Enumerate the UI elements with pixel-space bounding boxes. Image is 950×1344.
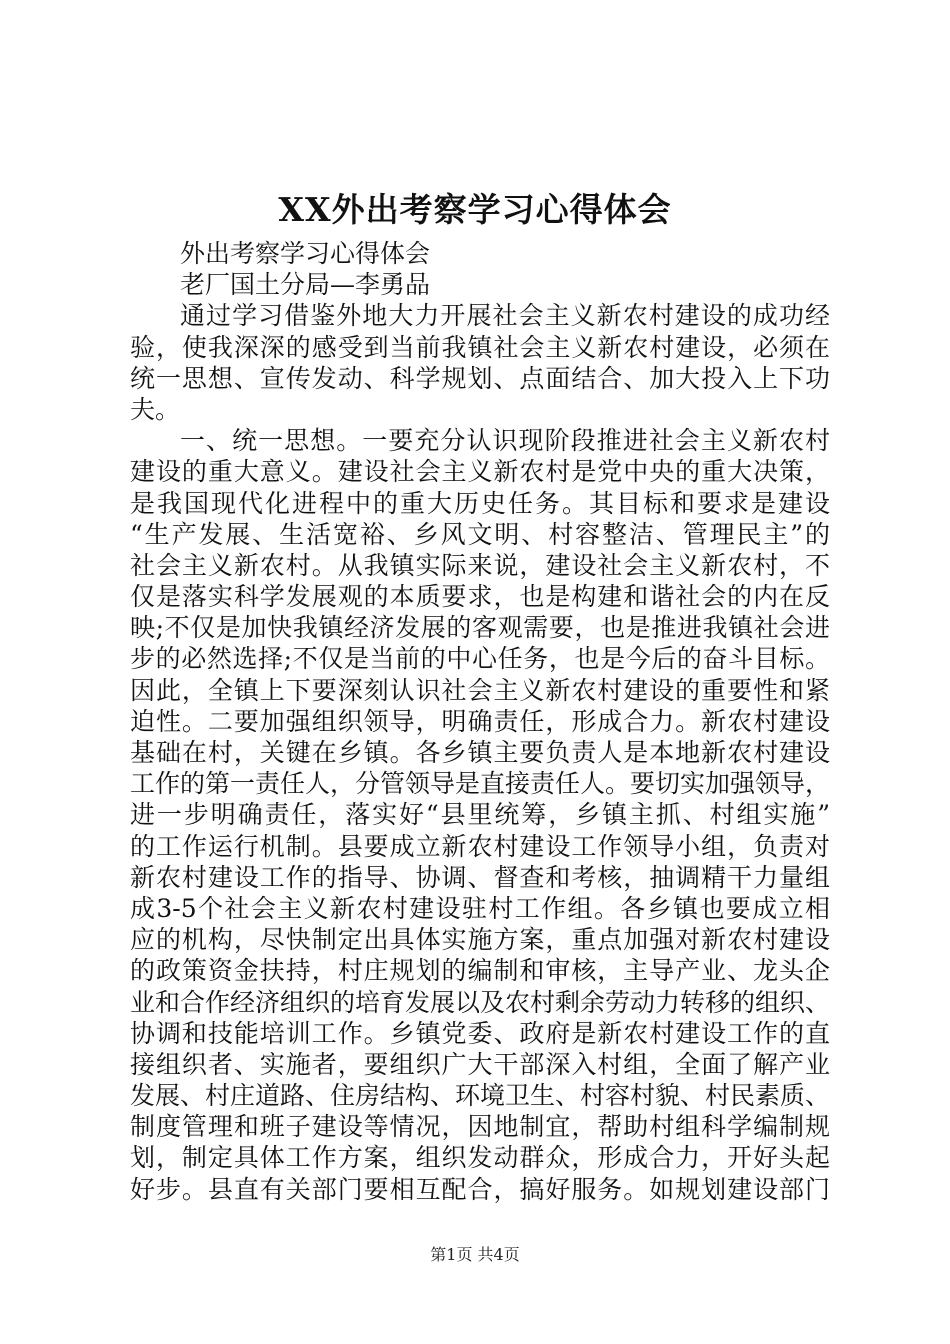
paragraph-line: 夫。: [130, 394, 181, 424]
paragraph-line: 通过学习借鉴外地大力开展社会主义新农村建设的成功经: [180, 301, 830, 331]
paragraph-line: 社会主义新农村。从我镇实际来说，建设社会主义新农村，不: [130, 550, 830, 580]
paragraph-line: 划，制定具体工作方案，组织发动群众，形成合力，开好头起: [130, 1143, 830, 1173]
document-title: XX外出考察学习心得体会: [278, 190, 672, 229]
paragraph-line: 新农村建设工作的指导、协调、督查和考核，抽调精干力量组: [130, 862, 830, 892]
paragraph-line: “生产发展、生活宽裕、乡风文明、村容整洁、管理民主”的: [130, 519, 830, 549]
paragraph-line: 制度管理和班子建设等情况，因地制宜，帮助村组科学编制规: [130, 1112, 830, 1142]
paragraph-line: 的工作运行机制。县要成立新农村建设工作领导小组，负责对: [130, 831, 830, 861]
paragraph-line: 业和合作经济组织的培育发展以及农村剩余劳动力转移的组织、: [130, 987, 831, 1017]
paragraph-line: 是我国现代化进程中的重大历史任务。其目标和要求是建设: [130, 488, 830, 518]
paragraph-line: 成3-5个社会主义新农村建设驻村工作组。各乡镇也要成立相: [130, 893, 830, 923]
paragraph-line: 好步。县直有关部门要相互配合，搞好服务。如规划建设部门: [130, 1174, 830, 1204]
paragraph-line: 验，使我深深的感受到当前我镇社会主义新农村建设，必须在: [130, 332, 830, 362]
document-body: [130, 238, 830, 1205]
paragraph-line: 接组织者、实施者，要组织广大干部深入村组，全面了解产业: [130, 1049, 830, 1079]
paragraph-line: 应的机构，尽快制定出具体实施方案，重点加强对新农村建设: [130, 925, 830, 955]
paragraph-line: 进一步明确责任，落实好“县里统筹，乡镇主抓、村组实施”: [130, 800, 830, 830]
paragraph-line: 迫性。二要加强组织领导，明确责任，形成合力。新农村建设: [130, 706, 830, 736]
paragraph-line: 基础在村，关键在乡镇。各乡镇主要负责人是本地新农村建设: [130, 738, 830, 767]
paragraph-line: 映;不仅是加快我镇经济发展的客观需要，也是推进我镇社会进: [130, 613, 830, 643]
paragraph-line: 统一思想、宣传发动、科学规划、点面结合、加大投入上下功: [130, 363, 830, 393]
paragraph-line: 仅是落实科学发展观的本质要求，也是构建和谐社会的内在反: [130, 582, 830, 612]
subtitle-line: 外出考察学习心得体会: [180, 239, 431, 268]
paragraph-line: 因此，全镇上下要深刻认识社会主义新农村建设的重要性和紧: [130, 675, 830, 705]
paragraph-line: 发展、村庄道路、住房结构、环境卫生、村容村貌、村民素质、: [130, 1081, 831, 1111]
paragraph-line: 步的必然选择;不仅是当前的中心任务，也是今后的奋斗目标。: [130, 644, 830, 674]
paragraph-line: 建设的重大意义。建设社会主义新农村是党中央的重大决策，: [130, 457, 830, 487]
paragraph-line: 工作的第一责任人，分管领导是直接责任人。要切实加强领导，: [130, 769, 831, 799]
paragraph-line: 协调和技能培训工作。乡镇党委、政府是新农村建设工作的直: [130, 1018, 830, 1048]
page-number-footer: 第1页 共4页: [430, 1245, 520, 1264]
author-line: 老厂国土分局—李勇品: [180, 270, 431, 300]
paragraph-line: 的政策资金扶持，村庄规划的编制和审核，主导产业、龙头企: [130, 956, 830, 986]
paragraph-line: 一、统一思想。一要充分认识现阶段推进社会主义新农村: [180, 426, 830, 456]
